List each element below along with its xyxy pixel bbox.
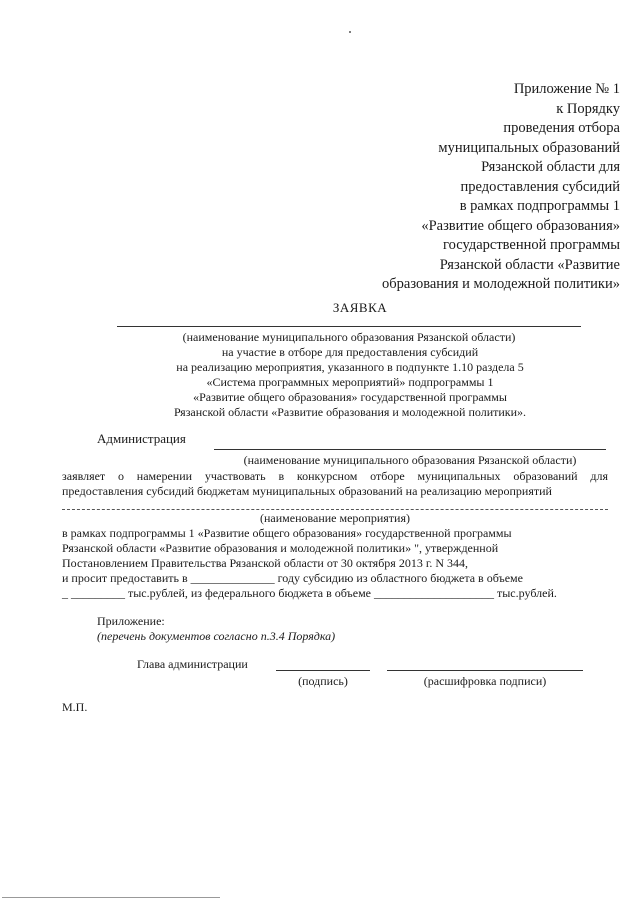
declare-line-2: предоставления субсидий бюджетам муниципальных образований на реализацию мероприятий xyxy=(62,484,552,498)
program-line-3: Постановлением Правительства Рязанской области от 30 октября 2013 г. N 344, xyxy=(62,556,469,570)
scan-speck xyxy=(349,31,351,33)
year-blank[interactable]: ______________ xyxy=(190,571,275,585)
appendix-line: «Развитие общего образования» xyxy=(421,217,620,234)
signature-line[interactable] xyxy=(276,670,370,671)
appendix-line: проведения отбора xyxy=(503,120,620,136)
sign-caption: (подпись) xyxy=(298,674,348,688)
request-line-1 xyxy=(62,570,608,586)
header-line: «Развитие общего образования» государственной программы xyxy=(193,390,507,404)
header-line: Рязанской области «Развитие образования и молодежной политики». xyxy=(173,405,527,419)
request-text: тыс.рублей. xyxy=(497,586,557,600)
appendix-line: Приложение № 1 xyxy=(513,81,620,97)
header-line: «Система программных мероприятий» подпрограммы 1 xyxy=(206,375,494,389)
request-text: тыс.рублей, из федерального бюджета в объеме xyxy=(128,586,371,600)
appendix-line: муниципальных образований xyxy=(438,139,620,156)
appendix-line: в рамках подпрограммы 1 xyxy=(459,198,620,214)
document-title: ЗАЯВКА xyxy=(332,300,388,315)
footnote-rule xyxy=(2,897,220,898)
stamp-mark: М.П. xyxy=(62,700,88,714)
appendix-line: предоставления субсидий xyxy=(460,178,620,195)
federal-amount-blank[interactable]: ____________________ xyxy=(374,586,494,600)
decode-caption: (расшифровка подписи) xyxy=(423,674,547,688)
municipality-caption: (наименование муниципального образования Рязанской области) xyxy=(182,330,516,344)
event-caption: (наименование мероприятия) xyxy=(260,511,410,525)
regional-amount-blank[interactable]: _ _________ xyxy=(62,586,125,600)
admin-label: Администрация xyxy=(97,431,186,446)
appendix-header xyxy=(320,80,620,295)
attachments-label: Приложение: xyxy=(97,614,165,628)
program-line-2: Рязанской области «Развитие образования и молодежной политики» ", утвержденной xyxy=(62,541,499,555)
admin-name-line[interactable] xyxy=(214,449,606,450)
head-label: Глава администрации xyxy=(137,657,248,671)
appendix-line: образования и молодежной политики» xyxy=(382,276,620,292)
appendix-line: к Порядку xyxy=(556,100,620,117)
request-text: и просит предоставить в xyxy=(62,571,188,585)
appendix-line: государственной программы xyxy=(443,237,620,253)
header-line: на реализацию мероприятия, указанного в подпункте 1.10 раздела 5 xyxy=(176,360,524,374)
admin-caption: (наименование муниципального образования Рязанской области) xyxy=(243,453,577,467)
signature-decode-line[interactable] xyxy=(387,670,583,671)
declare-line-1: заявляет о намерении участвовать в конкурсном отборе муниципальных образований для xyxy=(62,469,608,483)
municipality-name-line[interactable] xyxy=(117,326,581,327)
appendix-line: Рязанской области для xyxy=(481,159,620,175)
request-text: году субсидию из областного бюджета в объеме xyxy=(277,571,523,585)
header-line: на участие в отборе для предоставления субсидий xyxy=(221,345,479,359)
program-line-1: в рамках подпрограммы 1 «Развитие общего образования» государственной программы xyxy=(62,526,512,540)
request-line-2 xyxy=(62,585,608,601)
attachments-note: (перечень документов согласно п.3.4 Порядка) xyxy=(97,629,336,643)
appendix-line: Рязанской области «Развитие xyxy=(439,256,620,273)
